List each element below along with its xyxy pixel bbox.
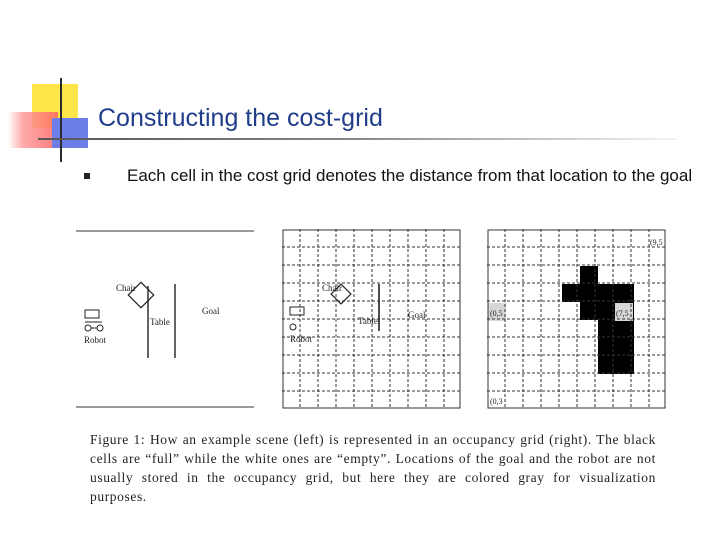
- grid-robot-wheel: [290, 324, 296, 330]
- coord-mid-left: (0,5: [490, 309, 503, 318]
- grid-chair-label: Chair: [322, 283, 342, 293]
- occupancy-grid-diagram: [487, 229, 667, 409]
- grid-table-label: Table: [358, 316, 378, 326]
- bullet-square-icon: [84, 173, 90, 179]
- robot-wheel-left: [85, 325, 91, 331]
- title-underline: [38, 138, 678, 140]
- figure-caption: Figure 1: How an example scene (left) is represented in an occupancy grid (right). The black cells are “full” while the white ones are “empty”. Locations of the goal and the robot are not usually stored in the occupancy grid, but here they are colored gray for visualization purposes.: [90, 432, 656, 504]
- robot-body: [85, 310, 99, 318]
- decor-red-block: [8, 112, 58, 148]
- occupancy-grid-lines: [487, 229, 667, 409]
- coord-bottom-left: (0,3: [490, 397, 503, 406]
- scene-table-label: Table: [150, 317, 170, 327]
- grid-robot-label: Robot: [290, 334, 313, 344]
- occupancy-cells: [488, 266, 634, 374]
- slide-title: Constructing the cost-grid: [98, 104, 383, 132]
- coord-top-right: (9,5: [650, 238, 663, 247]
- robot-wheel-right: [97, 325, 103, 331]
- scene-chair-label: Chair: [116, 283, 136, 293]
- decor-blue-block: [52, 118, 88, 148]
- scene-robot-label: Robot: [84, 335, 107, 345]
- grid-goal-label: Goal: [408, 310, 426, 320]
- scene-goal-label: Goal: [202, 306, 220, 316]
- grid-robot-body: [290, 307, 304, 315]
- coord-mid-right: (7,5: [616, 309, 629, 318]
- bullet-text: Each cell in the cost grid denotes the distance from that location to the goal: [127, 166, 693, 185]
- decor-vertical-line: [60, 78, 62, 162]
